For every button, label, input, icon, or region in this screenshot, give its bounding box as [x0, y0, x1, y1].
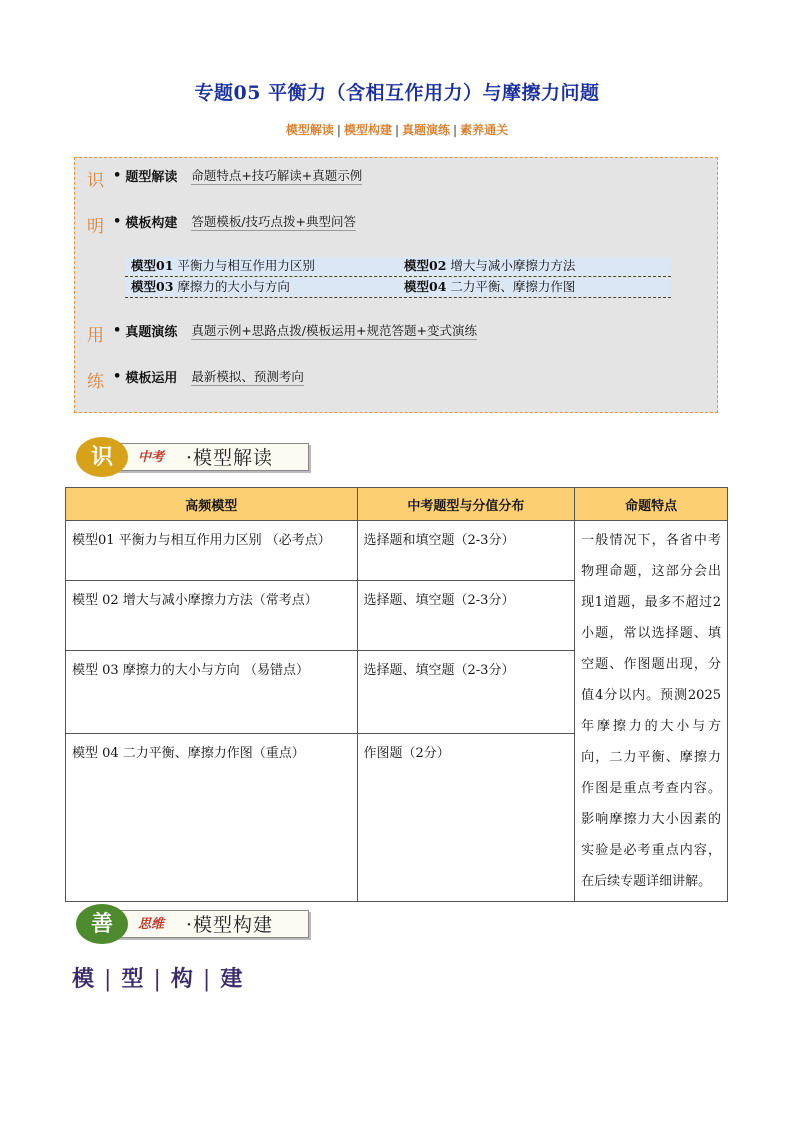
overview-row: [113, 321, 477, 340]
heading-char: 建: [220, 966, 245, 992]
banner-tag: 思维: [138, 917, 165, 932]
overview-link[interactable]: 命题特点+技巧解读+真题示例: [191, 168, 363, 183]
banner-tag: 中考: [138, 450, 165, 465]
model-grid-row: [125, 256, 671, 277]
banner-dot: ·: [186, 914, 194, 936]
bullet: •: [113, 168, 122, 183]
model-cell: 模型 03 摩擦力的大小与方向 （易错点）: [66, 650, 358, 733]
model-name: 平衡力与相互作用力区别: [177, 258, 315, 273]
model-cell: 模型01 平衡力与相互作用力区别 （必考点）: [66, 521, 358, 581]
model-cell: 模型 04 二力平衡、摩擦力作图（重点）: [66, 733, 358, 901]
nav-separator: |: [336, 123, 341, 137]
section-nav: [0, 121, 794, 138]
section-heading: [72, 962, 244, 993]
overview-link[interactable]: 答题模板/技巧点拨+典型问答: [191, 214, 357, 229]
side-char: 用: [87, 326, 104, 346]
banner-title: [186, 910, 273, 937]
model-code: 模型02: [404, 258, 447, 273]
bullet: •: [113, 369, 122, 384]
model-name: 增大与减小摩擦力方法: [450, 258, 576, 273]
heading-char: 模: [72, 966, 97, 992]
model-code: 模型01: [131, 258, 174, 273]
banner-title-text: 模型构建: [193, 914, 274, 936]
model-grid-row: [125, 277, 671, 298]
heading-char: 型: [121, 966, 146, 992]
model-code: 模型03: [131, 279, 174, 294]
table-header: 高频模型: [66, 488, 358, 521]
table-header-row: [66, 488, 728, 521]
overview-link[interactable]: 最新模拟、预测考向: [191, 369, 304, 384]
overview-key: 模板运用: [125, 371, 178, 386]
banner-circle: 识: [76, 437, 128, 477]
table-header: 命题特点: [575, 488, 728, 521]
overview-link[interactable]: 真题示例+思路点拨/模板运用+规范答题+变式演练: [191, 323, 477, 338]
model-link[interactable]: [125, 257, 398, 275]
banner-circle: 善: [76, 904, 128, 944]
overview-key: 真题演练: [125, 325, 178, 340]
model-code: 模型04: [404, 279, 447, 294]
nav-link-real-exam-practice[interactable]: 真题演练: [402, 123, 451, 137]
model-cell: 模型 02 增大与减小摩擦力方法（常考点）: [66, 580, 358, 650]
heading-char: 构: [170, 966, 195, 992]
heading-divider: |: [153, 967, 163, 992]
overview-box: [74, 157, 718, 413]
table-header: 中考题型与分值分布: [357, 488, 575, 521]
model-grid: [125, 256, 671, 298]
type-cell: 选择题、填空题（2-3分）: [357, 580, 575, 650]
side-char: 练: [87, 372, 104, 392]
bullet: •: [113, 214, 122, 229]
model-name: 摩擦力的大小与方向: [177, 279, 290, 294]
bullet: •: [113, 323, 122, 338]
nav-link-model-construction[interactable]: 模型构建: [343, 123, 392, 137]
overview-key: 题型解读: [125, 170, 178, 185]
nav-link-model-interpretation[interactable]: 模型解读: [285, 123, 334, 137]
section-banner-construction: [76, 904, 310, 946]
heading-divider: |: [202, 967, 213, 992]
feature-cell: 一般情况下，各省中考物理命题，这部分会出现1道题，最多不超过2小题，常以选择题、填空题、作图题出现，分值4分以内。预测2025年摩擦力的大小与方向，二力平衡、摩擦力作图是重点考查内容。影响摩擦力大小因素的实验是必考重点内容，在后续专题详细讲解。: [575, 521, 728, 902]
table-row: [66, 521, 728, 581]
banner-dot: ·: [186, 447, 194, 469]
nav-link-literacy[interactable]: 素养通关: [460, 123, 509, 137]
banner-title: [186, 443, 273, 470]
model-link[interactable]: [398, 257, 671, 275]
type-cell: 作图题（2分）: [357, 733, 575, 901]
side-char: 识: [87, 171, 104, 191]
type-cell: 选择题、填空题（2-3分）: [357, 650, 575, 733]
nav-separator: |: [453, 123, 458, 137]
section-banner-interpretation: [76, 437, 310, 479]
overview-key: 模板构建: [125, 216, 178, 231]
banner-title-text: 模型解读: [193, 447, 274, 469]
type-cell: 选择题和填空题（2-3分）: [357, 521, 575, 581]
page-title: 专题05 平衡力（含相互作用力）与摩擦力问题: [194, 82, 600, 104]
model-link[interactable]: [398, 278, 671, 296]
overview-row: [113, 367, 304, 386]
side-char: 明: [87, 217, 104, 237]
heading-divider: |: [104, 967, 114, 992]
model-link[interactable]: [125, 278, 398, 296]
overview-row: [113, 166, 362, 185]
model-name: 二力平衡、摩擦力作图: [450, 279, 576, 294]
nav-separator: |: [394, 123, 400, 137]
overview-row: [113, 212, 356, 231]
frequency-table: [65, 487, 728, 902]
